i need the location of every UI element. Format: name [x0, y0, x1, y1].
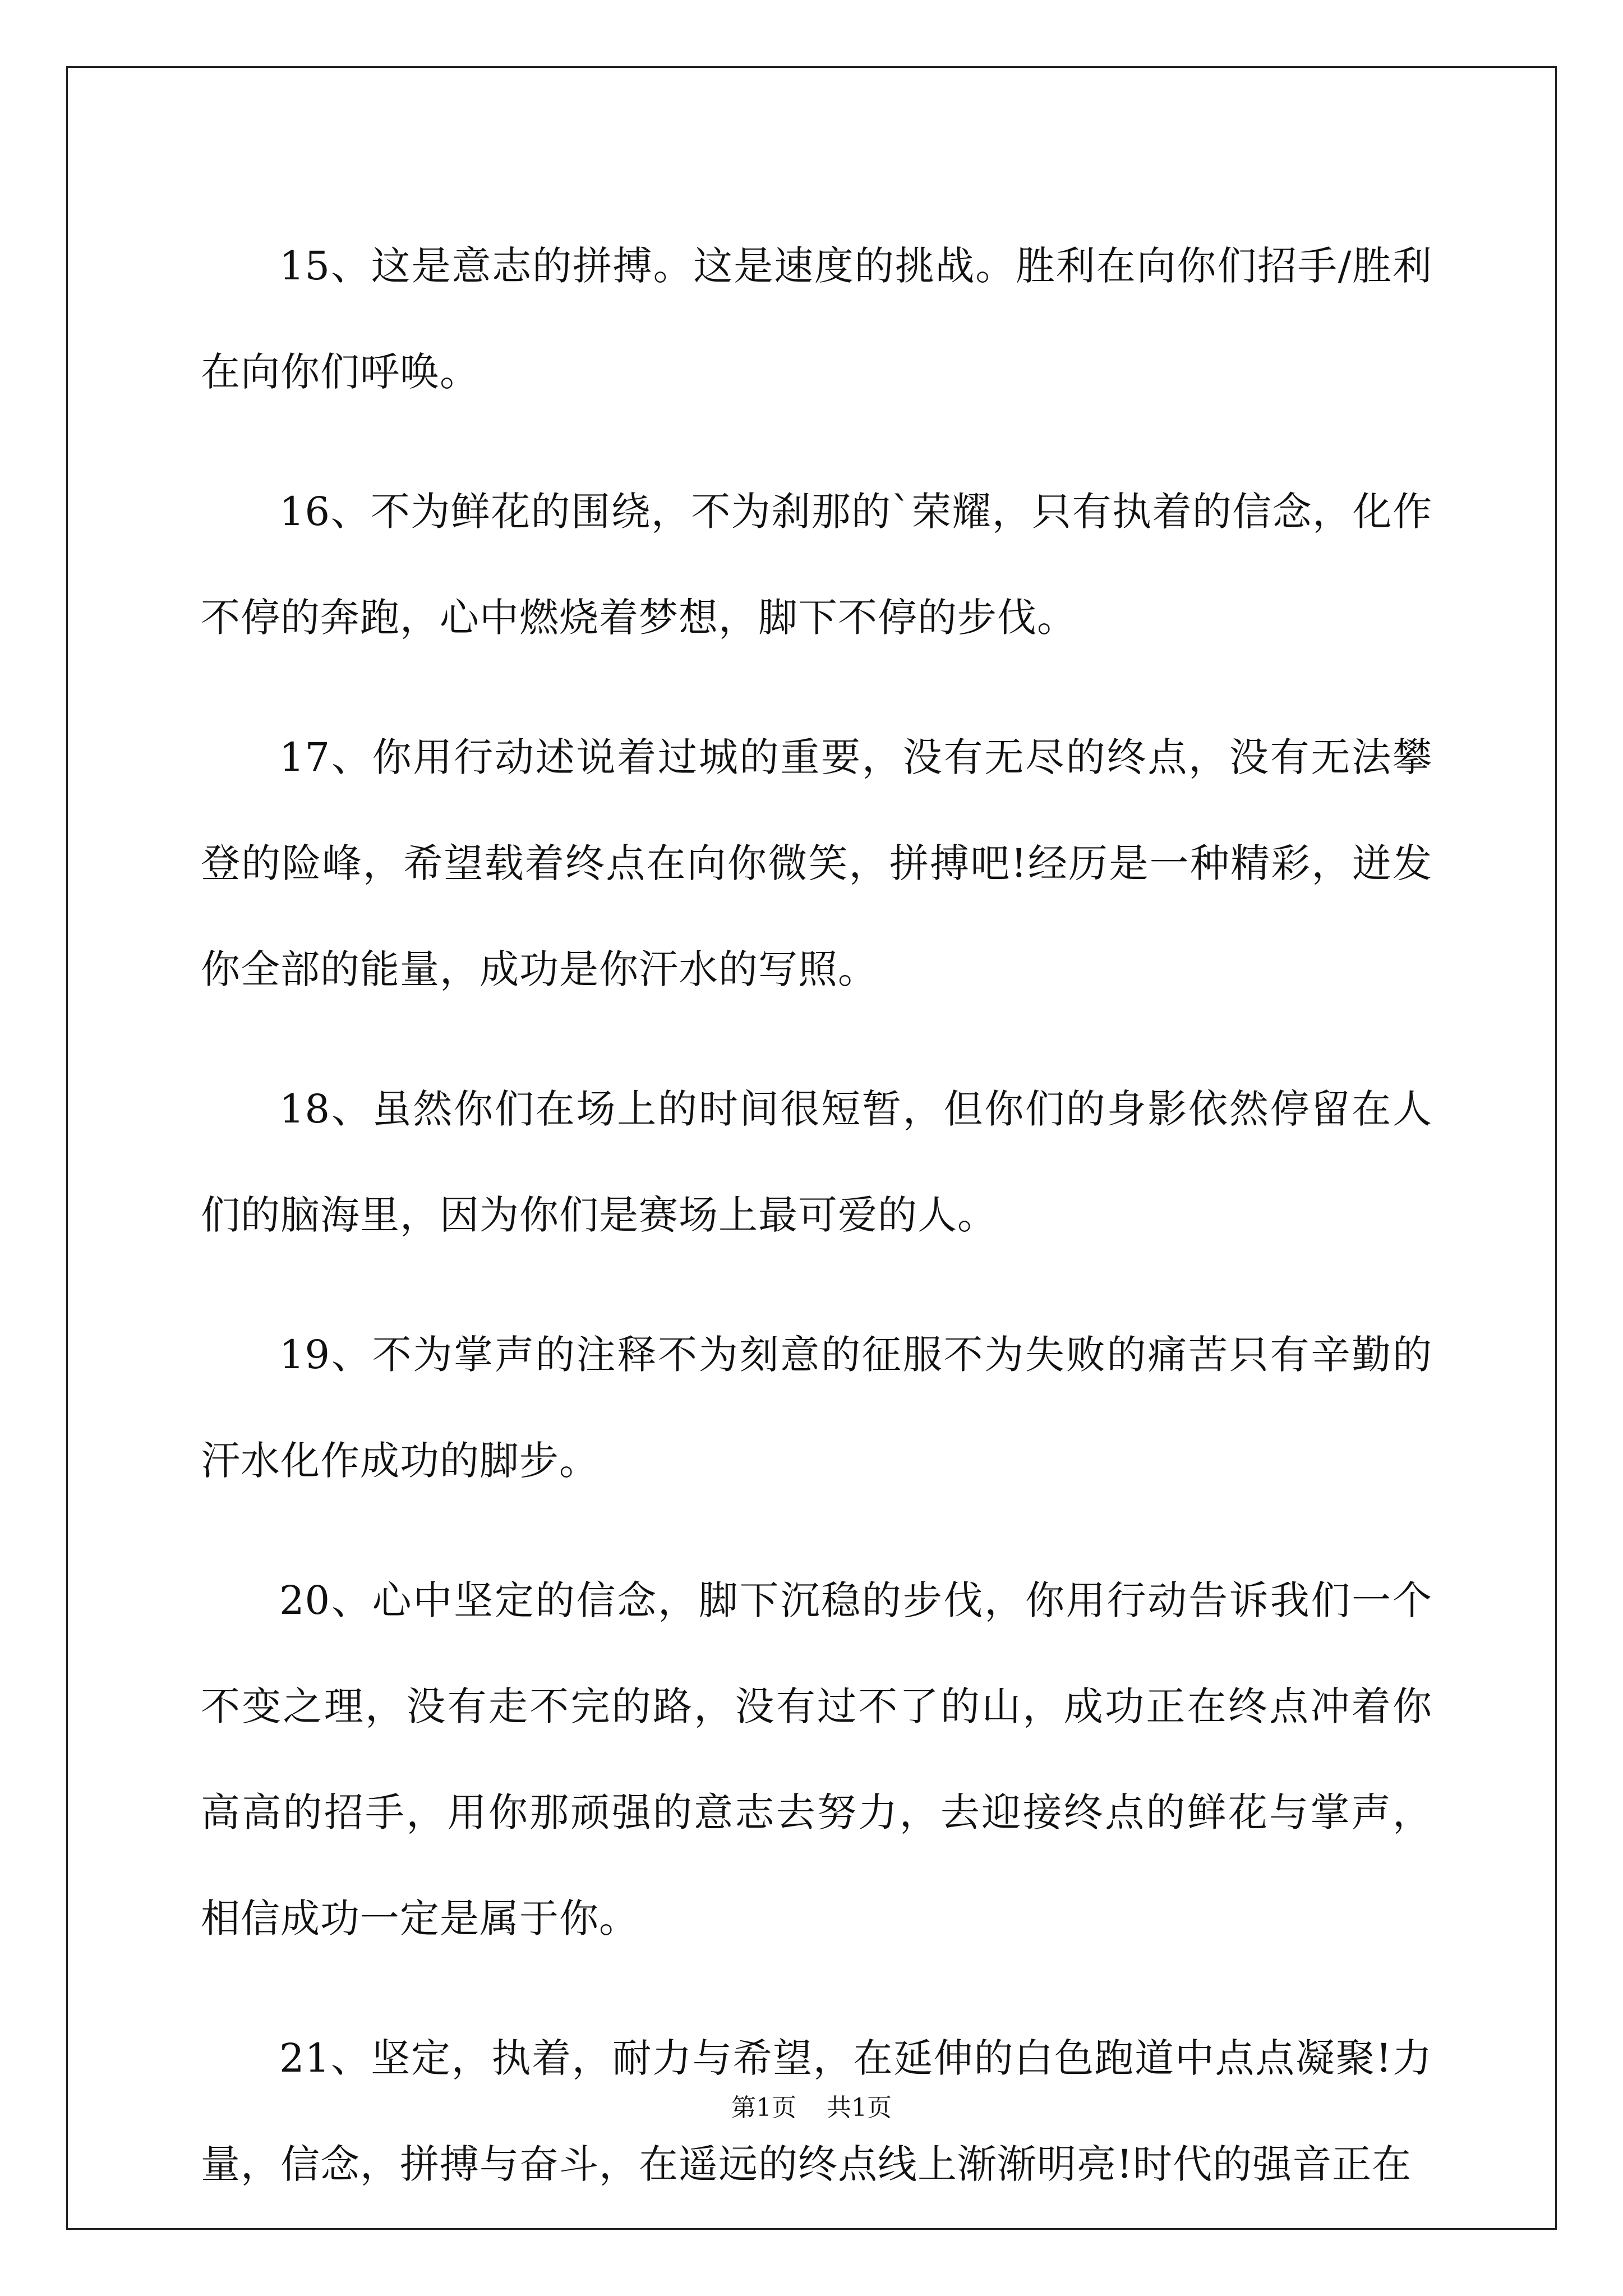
page-number: 第1页: [731, 2093, 796, 2122]
paragraph-15: 15、这是意志的拼搏。这是速度的挑战。胜利在向你们招手/胜利在向你们呼唤。: [201, 243, 1432, 395]
paragraph-16: 16、不为鲜花的围绕，不为刹那的`荣耀，只有执着的信念，化作不停的奔跑，心中燃烧着梦想，脚下不停的步伐。: [201, 489, 1432, 641]
paragraph-18: 18、虽然你们在场上的时间很短暂，但你们的身影依然停留在人们的脑海里，因为你们是赛场上最可爱的人。: [201, 1086, 1432, 1238]
paragraph-21: 21、坚定，执着，耐力与希望，在延伸的白色跑道中点点凝聚!力量，信念，拼搏与奋斗，在遥远的终点线上渐渐明亮!时代的强音正在: [201, 2035, 1432, 2187]
paragraph-20: 20、心中坚定的信念，脚下沉稳的步伐，你用行动告诉我们一个不变之理，没有走不完的路，没有过不了的山，成功正在终点冲着你高高的招手，用你那顽强的意志去努力，去迎接终点的鲜花与掌声，相信成功一定是属于你。: [201, 1577, 1432, 1941]
paragraph-19: 19、不为掌声的注释不为刻意的征服不为失败的痛苦只有辛勤的汗水化作成功的脚步。: [201, 1332, 1432, 1484]
page-total: 共1页: [827, 2093, 892, 2122]
page-footer: [0, 2091, 1623, 2125]
document-body: [201, 213, 1432, 2251]
paragraph-17: 17、你用行动述说着过城的重要，没有无尽的终点，没有无法攀登的险峰，希望载着终点在向你微笑，拼搏吧!经历是一种精彩，迸发你全部的能量，成功是你汗水的写照。: [201, 734, 1432, 992]
